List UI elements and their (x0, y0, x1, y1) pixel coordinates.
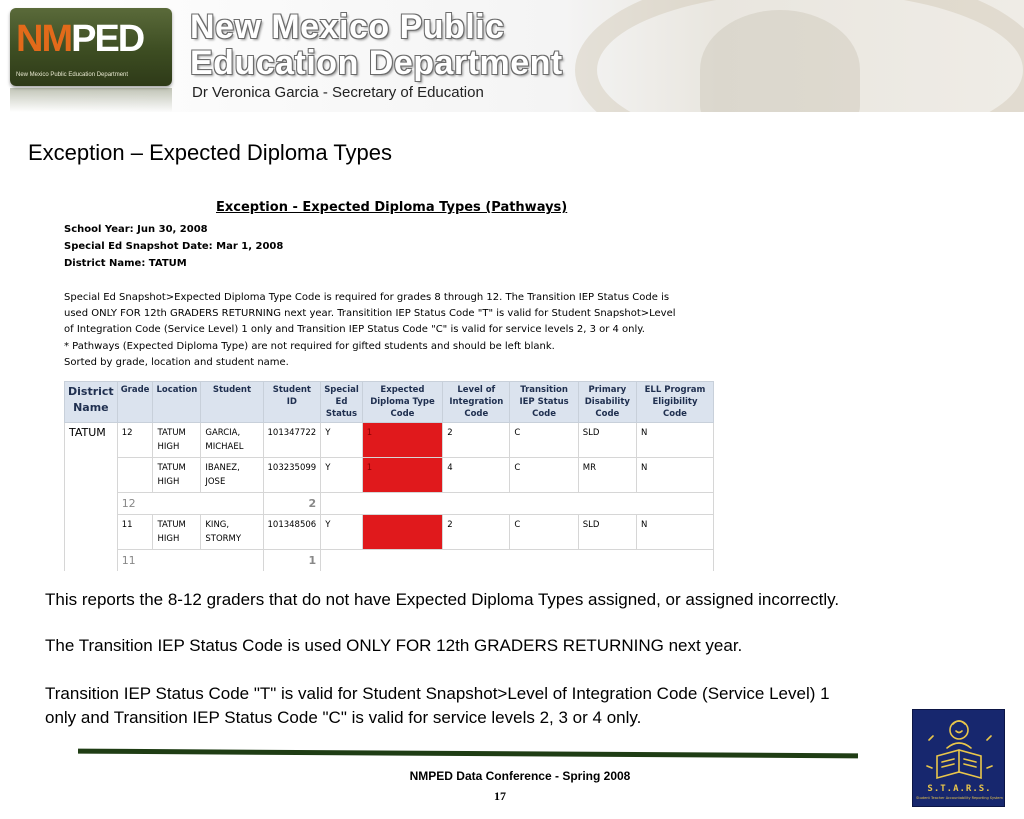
header-title-line2: Education Department (190, 44, 563, 82)
col-student: Student (201, 382, 263, 423)
col-student-id: Student ID (263, 382, 321, 423)
report-title: Exception - Expected Diploma Types (Pathways) (216, 200, 568, 215)
cell-grade: 12 (117, 423, 153, 458)
col-ell: ELL Program Eligibility Code (636, 382, 713, 423)
paragraph-3-line2: only and Transition IEP Status Code "C" is valid for service levels 2, 3 or 4 only. (45, 708, 642, 727)
table-row (65, 515, 714, 550)
cell-level: 4 (443, 458, 510, 493)
table-header-row (65, 382, 714, 423)
cell-student-id: 101347722 (263, 423, 321, 458)
stars-text: S.T.A.R.S. (927, 784, 992, 794)
subtotal-row (65, 493, 714, 515)
slide-heading: Exception – Expected Diploma Types (28, 140, 393, 165)
report-description-2: used ONLY FOR 12th GRADERS RETURNING next year. Transitition IEP Status Code "T" is valid for Student Snapshot>Level (64, 308, 676, 319)
col-special-ed: Special Ed Status (321, 382, 363, 423)
exception-table (64, 381, 714, 571)
cell-ell: N (636, 515, 713, 550)
cell-diploma-flagged (362, 515, 442, 550)
cell-disability: SLD (578, 423, 636, 458)
cell-student: IBANEZ, JOSE (201, 458, 263, 493)
cell-location: TATUM HIGH (153, 423, 201, 458)
report-description-4: * Pathways (Expected Diploma Type) are not required for gifted students and should be left blank. (64, 341, 555, 352)
col-diploma: Expected Diploma Type Code (362, 382, 442, 423)
cell-level: 2 (443, 515, 510, 550)
col-grade: Grade (117, 382, 153, 423)
report-description-1: Special Ed Snapshot>Expected Diploma Type Code is required for grades 8 through 12. The Transition IEP Status Code is (64, 292, 670, 303)
subtotal-grade: 12 (117, 493, 263, 515)
header-title-line1: New Mexico Public (190, 8, 505, 46)
cell-student: KING, STORMY (201, 515, 263, 550)
subtotal-row (65, 550, 714, 572)
stars-logo (912, 709, 1005, 807)
cell-ell: N (636, 458, 713, 493)
subtotal-grade: 11 (117, 550, 263, 572)
logo-ped-text: PED (71, 18, 144, 60)
cell-student-id: 101348506 (263, 515, 321, 550)
col-level: Level of Integration Code (443, 382, 510, 423)
header-subtitle: Dr Veronica Garcia - Secretary of Education (192, 84, 484, 101)
logo-nm-text: NM (16, 18, 72, 60)
paragraph-1: This reports the 8-12 graders that do not have Expected Diploma Types assigned, or assigned incorrectly. (45, 590, 840, 609)
report-description-3: of Integration Code (Service Level) 1 only and Transition IEP Status Code "C" is valid for service levels 2, 3 or 4 only. (64, 324, 645, 335)
col-transition: Transition IEP Status Code (510, 382, 578, 423)
cell-transition: C (510, 423, 578, 458)
subtotal-count: 2 (263, 493, 321, 515)
cell-district: TATUM (65, 423, 118, 572)
logo-tagline: New Mexico Public Education Department (16, 72, 129, 78)
cell-ell: N (636, 423, 713, 458)
header-banner (0, 0, 1024, 112)
col-location: Location (153, 382, 201, 423)
cell-diploma-flagged: 1 (362, 458, 442, 493)
cell-student-id: 103235099 (263, 458, 321, 493)
page-number: 17 (494, 789, 506, 803)
cell-grade (117, 458, 153, 493)
footer-conference: NMPED Data Conference - Spring 2008 (409, 769, 631, 783)
col-district: District Name (65, 382, 118, 423)
report-description-5: Sorted by grade, location and student name. (64, 357, 289, 368)
stars-subtext: Student Teacher Accountability Reporting System (916, 796, 1003, 800)
logo-reflection (10, 88, 172, 112)
snapshot-date: Special Ed Snapshot Date: Mar 1, 2008 (64, 241, 284, 252)
cell-transition: C (510, 515, 578, 550)
cell-diploma-flagged: 1 (362, 423, 442, 458)
col-disability: Primary Disability Code (578, 382, 636, 423)
cell-disability: SLD (578, 515, 636, 550)
nmped-logo (10, 8, 172, 86)
subtotal-count: 1 (263, 550, 321, 572)
cell-special-ed: Y (321, 423, 363, 458)
report-image (64, 198, 716, 571)
cell-location: TATUM HIGH (153, 458, 201, 493)
cell-level: 2 (443, 423, 510, 458)
cell-disability: MR (578, 458, 636, 493)
table-row (65, 458, 714, 493)
cell-transition: C (510, 458, 578, 493)
cell-grade: 11 (117, 515, 153, 550)
table-row (65, 423, 714, 458)
district-name-line: District Name: TATUM (64, 258, 187, 269)
paragraph-3-line1: Transition IEP Status Code "T" is valid for Student Snapshot>Level of Integration Code (Service Level) 1 (45, 684, 830, 703)
paragraph-2: The Transition IEP Status Code is used ONLY FOR 12th GRADERS RETURNING next year. (45, 636, 743, 655)
school-year: School Year: Jun 30, 2008 (64, 224, 208, 235)
cell-location: TATUM HIGH (153, 515, 201, 550)
cell-special-ed: Y (321, 458, 363, 493)
cell-special-ed: Y (321, 515, 363, 550)
cell-student: GARCIA, MICHAEL (201, 423, 263, 458)
footer-divider (78, 749, 858, 759)
